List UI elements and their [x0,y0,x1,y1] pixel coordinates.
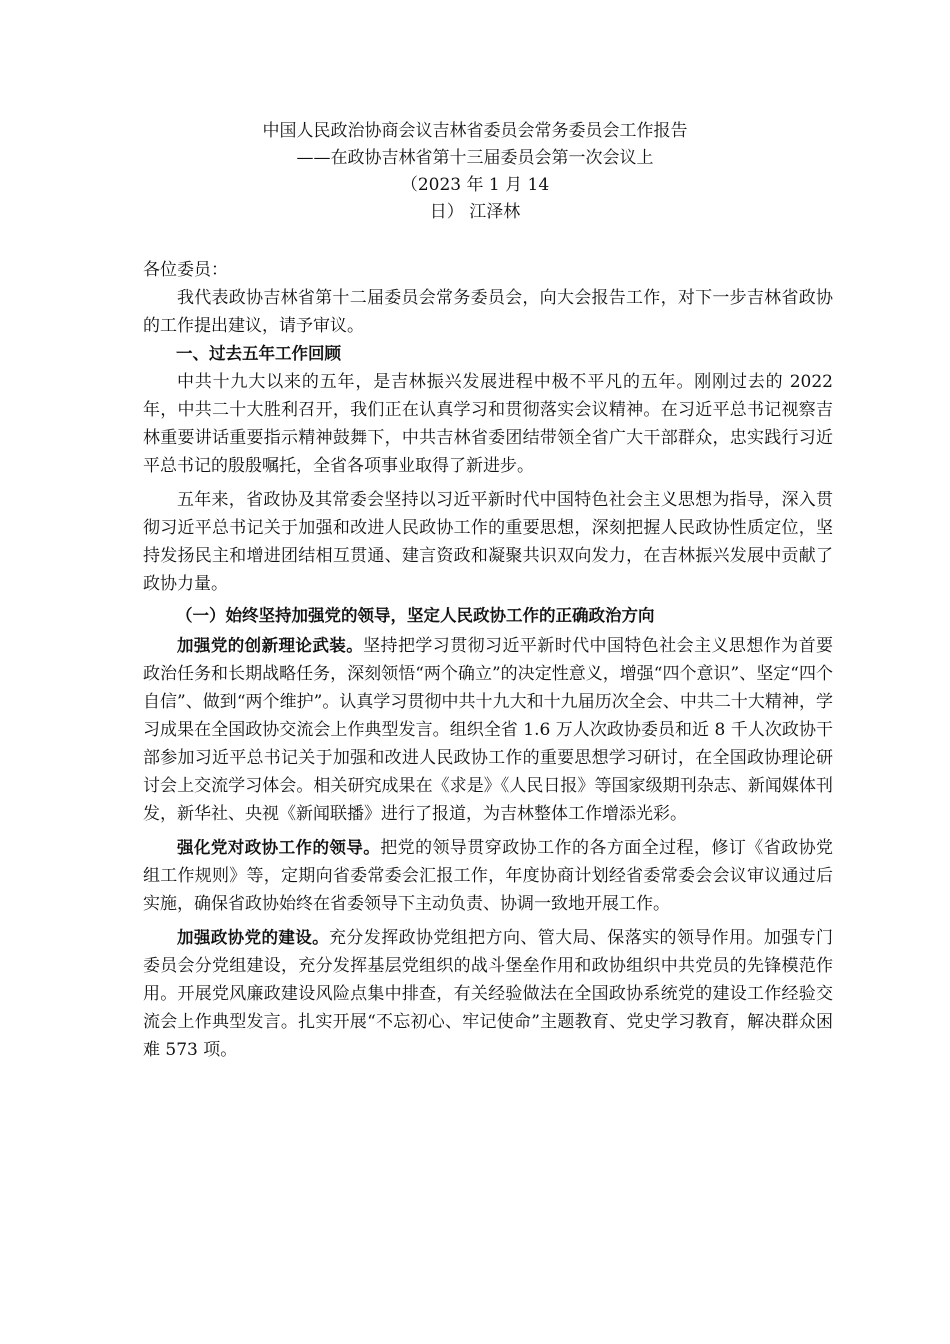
item-text: 坚持把学习贯彻习近平新时代中国特色社会主义思想作为首要政治任务和长期战略任务，深刻领悟“两个确立”的决定性意义，增强“四个意识”、坚定“四个自信”、做到“两个维护”。认真学习贯彻中共十九大和十九届历次全会、中共二十大精神，学习成果在全国政协交流会上作典型发言。组织全省 1.6 万人次政协委员和近 8 千人次政协干部参加习近平总书记关于加强和改进人民政协工作的重要思想学习研讨，在全国政协理论研讨会上交流学习体会。相关研究成果在《求是》《人民日报》等国家级期刊杂志、新闻媒体刊发，新华社、央视《新闻联播》进行了报道，为吉林整体工作增添光彩。 [143,636,834,824]
report-title: 中国人民政治协商会议吉林省委员会常务委员会工作报告 [262,121,688,141]
report-subtitle: ——在政协吉林省第十三届委员会第一次会议上 [296,148,654,168]
item-text: 把党的领导贯穿政协工作的各方面全过程，修订《省政协党组工作规则》等，定期向省委常委会汇报工作，年度协商计划经省委常委会会议审议通过后实施，确保省政协始终在省委领导下主动负责、协调一致地开展工作。 [143,838,834,914]
report-body [143,256,833,1064]
section-heading: 一、过去五年工作回顾 [176,344,341,363]
report-author: 日） 江泽林 [429,202,521,222]
item-text: 充分发挥政协党组把方向、管大局、保落实的领导作用。加强专门委员会分党组建设，充分发挥基层党组织的战斗堡垒作用和政协组织中共党员的先锋模范作用。开展党风廉政建设风险点集中排查，有关经验做法在全国政协系统党的建设工作经验交流会上作典型发言。扎实开展“不忘初心、牢记使命”主题教育、党史学习教育，解决群众困难 573 项。 [143,928,834,1060]
list-item [143,834,833,918]
salutation: 各位委员： [143,260,228,280]
intro-paragraph: 我代表政协吉林省第十二届委员会常务委员会，向大会报告工作，对下一步吉林省政协的工作提出建议，请予审议。 [143,288,833,336]
item-lead: 强化党对政协工作的领导。 [177,838,381,857]
item-lead: 加强党的创新理论武装。 [177,636,364,655]
section-paragraph: 中共十九大以来的五年，是吉林振兴发展进程中极不平凡的五年。刚刚过去的 2022 年，中共二十大胜利召开，我们正在认真学习和贯彻落实会议精神。在习近平总书记视察吉林重要讲话重要指示精神鼓舞下，中共吉林省委团结带领全省广大干部群众，忠实践行习近平总书记的殷殷嘱托，全省各项事业取得了新进步。 [143,372,833,476]
item-lead: 加强政协党的建设。 [177,928,330,947]
report-date: （2023 年 1 月 14 [400,175,550,195]
report-title-block [0,118,950,226]
list-item [143,632,833,828]
subsection-heading: （一）始终坚持加强党的领导，坚定人民政协工作的正确政治方向 [176,606,655,625]
section-paragraph: 五年来，省政协及其常委会坚持以习近平新时代中国特色社会主义思想为指导，深入贯彻习近平总书记关于加强和改进人民政协工作的重要思想，深刻把握人民政协性质定位，坚持发扬民主和增进团结相互贯通、建言资政和凝聚共识双向发力，在吉林振兴发展中贡献了政协力量。 [143,490,833,594]
list-item [143,924,833,1064]
